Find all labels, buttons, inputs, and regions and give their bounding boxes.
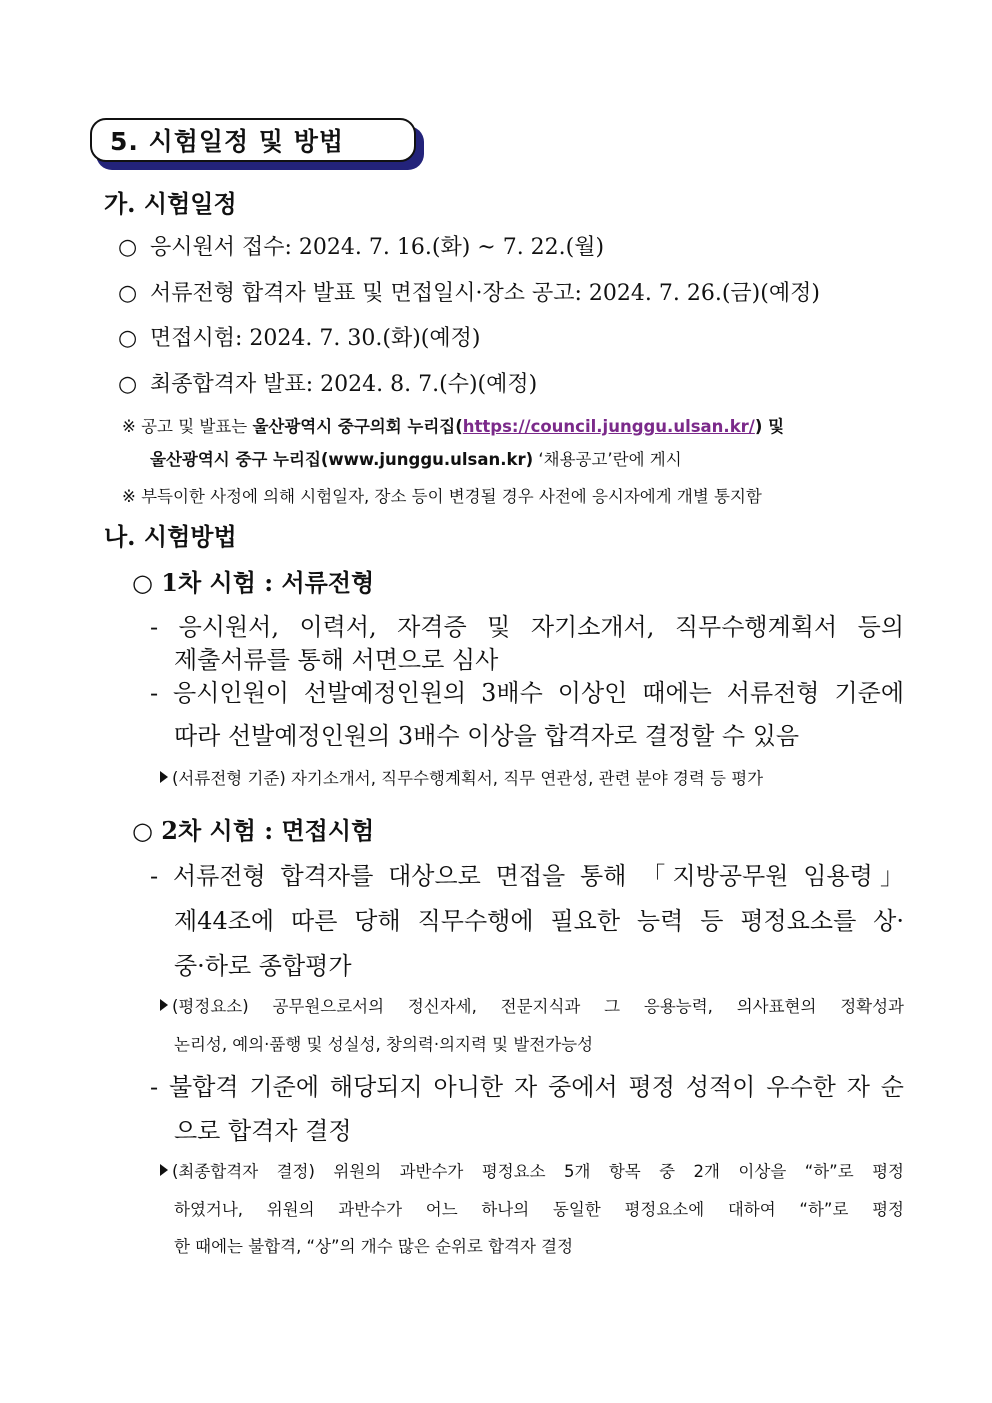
second-exam-desc1-line2: 제44조에 따른 당해 직무수행에 필요한 능력 등 평정요소를 상· [174,907,904,935]
first-exam-criteria-note [160,765,763,789]
first-exam-desc1-line1: - 응시원서, 이력서, 자격증 및 자기소개서, 직무수행계획서 등의 [150,613,904,641]
first-exam-title: ○ 1차 시험 : 서류전형 [132,568,375,597]
schedule-item-application [118,230,604,261]
schedule-item-document-result [118,276,820,307]
schedule-note-announcement [122,413,784,437]
schedule-item-interview [118,321,480,352]
method-heading: 나. 시험방법 [104,522,237,551]
triangle-bullet-icon [160,1164,168,1176]
second-exam-desc1-line3: 중·하로 종합평가 [174,952,352,980]
second-exam-final-note-line3: 한 때에는 불합격, “상”의 개수 많은 순위로 합격자 결정 [174,1237,574,1256]
schedule-item-final-result [118,367,537,398]
factors-text: (평정요소) 공무원으로서의 정신자세, 전문지식과 그 응용능력, 의사표현의 정확성과 [172,997,904,1016]
second-exam-final-note-line2: 하였거나, 위원의 과반수가 어느 하나의 동일한 평정요소에 대하여 “하”로 평정 [174,1200,904,1219]
triangle-bullet-icon [160,999,168,1011]
second-exam-desc2-line1: - 불합격 기준에 해당되지 아니한 자 중에서 평정 성적이 우수한 자 순 [150,1073,904,1101]
schedule-heading: 가. 시험일정 [104,189,237,218]
section-title: 5. 시험일정 및 방법 [110,127,345,156]
first-exam-desc2-line2: 따라 선발예정인원의 3배수 이상을 합격자로 결정할 수 있음 [174,722,800,750]
second-exam-desc1-line1: - 서류전형 합격자를 대상으로 면접을 통해 「지방공무원 임용령」 [150,862,904,890]
triangle-bullet-icon [160,771,168,783]
note-prefix: 공고 및 발표는 [141,417,253,436]
council-website-link[interactable]: https://council.junggu.ulsan.kr/ [462,417,755,436]
criteria-text: (서류전형 기준) 자기소개서, 직무수행계획서, 직무 연관성, 관련 분야 경력 등 평가 [172,769,764,788]
second-exam-factors-note-line1 [160,993,904,1017]
schedule-item-text: 최종합격자 발표: 2024. 8. 7.(수)(예정) [150,372,538,397]
second-exam-desc2-line2: 으로 합격자 결정 [174,1117,352,1145]
second-exam-title: ○ 2차 시험 : 면접시험 [132,816,375,845]
schedule-note-announcement-line2 [150,446,682,470]
circle-bullet-icon: ○ [118,235,138,260]
second-exam-final-note-line1 [160,1158,904,1182]
note-mark: ※ [122,417,136,436]
first-exam-desc1-line2: 제출서류를 통해 서면으로 심사 [174,646,499,674]
circle-bullet-icon: ○ [118,326,138,351]
note-suffix: ‘채용공고’란에 게시 [533,450,682,469]
note-mid: ) 및 [754,417,785,436]
final-note-text: (최종합격자 결정) 위원의 과반수가 평정요소 5개 항목 중 2개 이상을 “하”로 평정 [172,1162,904,1181]
schedule-item-text: 면접시험: 2024. 7. 30.(화)(예정) [150,326,481,351]
first-exam-desc2-line1: - 응시인원이 선발예정인원의 3배수 이상인 때에는 서류전형 기준에 [150,679,904,707]
circle-bullet-icon: ○ [118,372,138,397]
schedule-note-change: ※ 부득이한 사정에 의해 시험일자, 장소 등이 변경될 경우 사전에 응시자에게 개별 통지함 [122,487,762,506]
circle-bullet-icon: ○ [118,281,138,306]
note-org-junggu: 울산광역시 중구 누리집(www.junggu.ulsan.kr) [150,450,534,469]
second-exam-factors-note-line2: 논리성, 예의·품행 및 성실성, 창의력·의지력 및 발전가능성 [174,1035,594,1054]
schedule-item-text: 응시원서 접수: 2024. 7. 16.(화) ~ 7. 22.(월) [150,235,605,260]
note-org-council: 울산광역시 중구의회 누리집( [252,417,463,436]
schedule-item-text: 서류전형 합격자 발표 및 면접일시·장소 공고: 2024. 7. 26.(금)(예정) [150,281,820,306]
section-title-frame [90,118,416,162]
section-title-box [90,118,426,172]
